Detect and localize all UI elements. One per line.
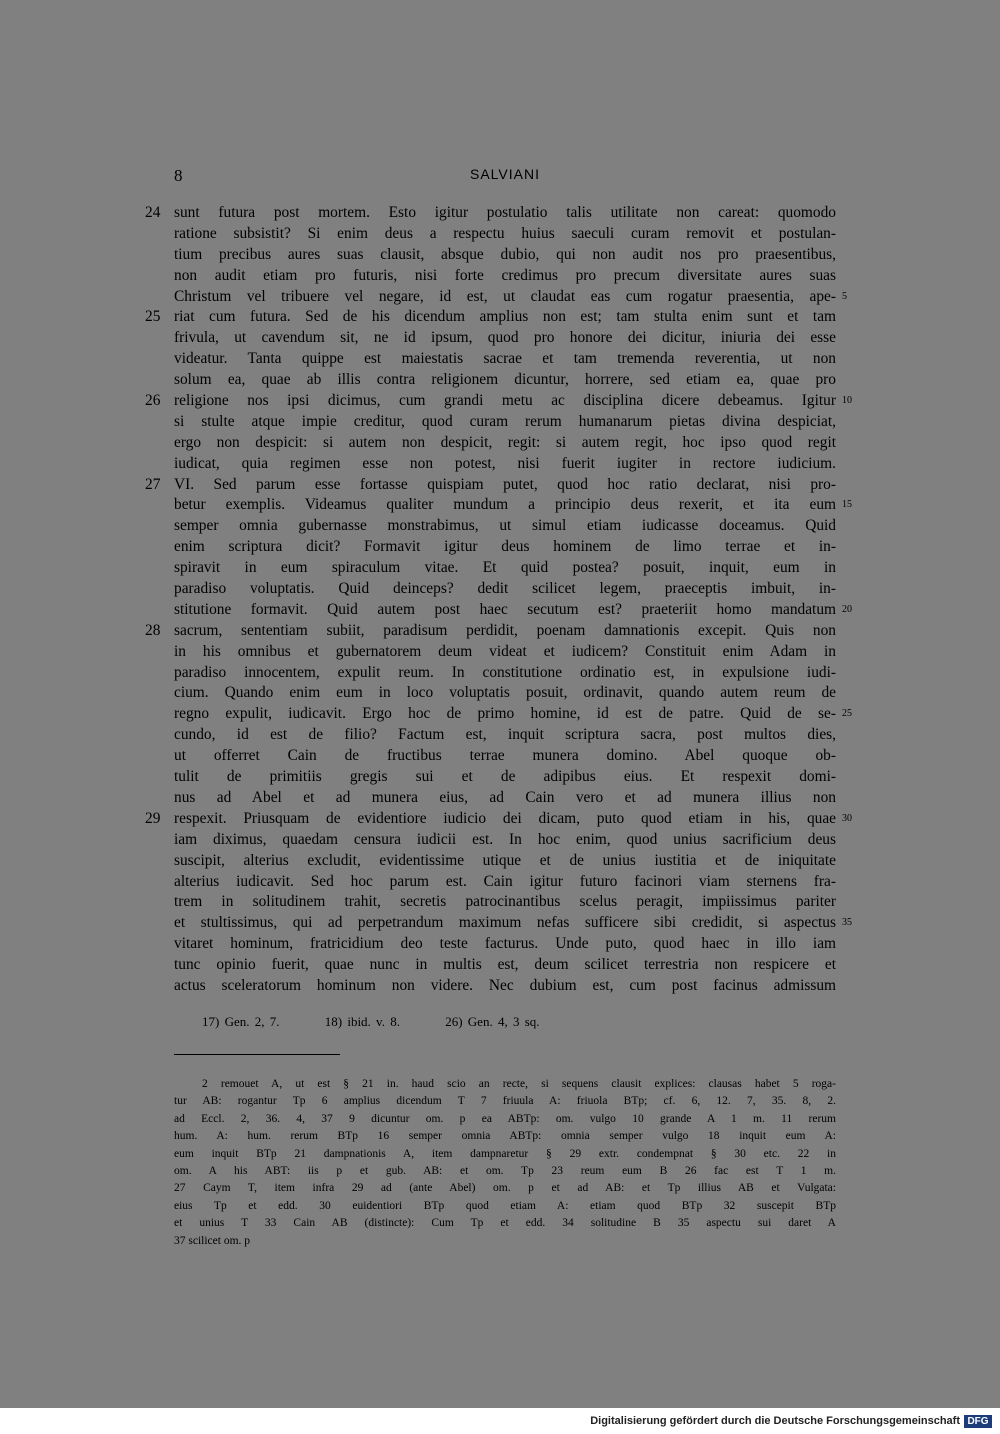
line-text: stitutione formavit. Quid autem post haec secutum est? praeteriit homo mandatum (174, 600, 836, 618)
line-text: et stultissimus, qui ad perpetrandum maximum nefas sufficere sibi credidit, si aspectus (174, 914, 836, 932)
line-text: Christum vel tribuere vel negare, id est, ut claudat eas cum rogatur praesentia, ape- (174, 287, 836, 305)
text-line (174, 892, 836, 913)
text-line (145, 475, 836, 496)
critical-apparatus (174, 1076, 836, 1250)
text-line (174, 266, 836, 287)
line-text: ratione subsistit? Si enim deus a respectu huius saeculi curam removit et postulan- (174, 224, 836, 242)
text-line (174, 412, 836, 433)
apparatus-line: 27 Caym T, item infra 29 ad (ante Abel) om. p et ad AB: et Tp illius AB et Vulgata: (174, 1182, 836, 1195)
line-text: betur exemplis. Videamus qualiter mundum a principio deus rexerit, et ita eum (174, 496, 836, 514)
text-line (174, 767, 836, 788)
apparatus-line: et unius T 33 Cain AB (distincte): Cum Tp et edd. 34 solitudine B 35 aspectu sui daret A (174, 1217, 836, 1230)
section-number: 28 (145, 621, 161, 639)
line-text: iam diximus, quaedam censura iudicii est. In hoc enim, quod unius sacrificium deus (174, 830, 836, 848)
apparatus-line: eius Tp et edd. 30 euidentiori BTp quod etiam A: etiam quod BTp 32 suscepit BTp (174, 1199, 836, 1212)
line-text: si stulte atque impie creditur, quod curam rerum humanarum pietas divina despiciat, (174, 412, 836, 430)
reference: 17) Gen. 2, 7. (202, 1014, 280, 1029)
apparatus-line: om. A his ABT: iis p et gub. AB: et om. Tp 23 reum eum B 26 fac est T 1 m. (174, 1164, 836, 1177)
text-line (145, 621, 836, 642)
line-text: actus sceleratorum hominum non videre. Nec dubium est, cum post facinus admissum (174, 976, 836, 994)
line-text: vitaret hominum, fratricidium deo teste facturus. Unde puto, quod haec in illo iam (174, 935, 836, 953)
text-line (174, 642, 836, 663)
line-text: suscipit, alterius excludit, evidentissime utique et de unius iustitia et de iniquitate (174, 851, 836, 869)
apparatus-line: tur AB: rogantur Tp 6 amplius dicendum T 7 friuula A: friuola BTp; cf. 6, 12. 7, 35. 8, 2. (174, 1095, 836, 1108)
line-text: semper omnia gubernasse monstrabimus, ut simul etiam iudicasse doceamus. Quid (174, 517, 836, 535)
footnote-divider (174, 1054, 340, 1055)
line-text: regno expulit, iudicavit. Ergo hoc de primo homine, id est de patre. Quid de se- (174, 705, 836, 723)
line-number: 5 (842, 290, 847, 302)
line-text: frivula, ut cavendum sit, ne id ipsum, quod pro honore dei dicitur, iniuria dei esse (174, 329, 836, 347)
text-line (174, 600, 852, 621)
text-line (145, 809, 852, 830)
body-text (145, 203, 852, 997)
text-line (174, 913, 852, 934)
dfg-logo: DFG (964, 1415, 992, 1428)
section-number: 29 (145, 809, 161, 827)
line-text: iudicat, quia regimen esse non potest, nisi fuerit iugiter in rectore iudicium. (174, 454, 836, 472)
text-line (174, 328, 836, 349)
line-text: tunc opinio fuerit, quae nunc in multis est, deum scilicet terrestria non respicere et (174, 956, 836, 974)
reference: 26) Gen. 4, 3 sq. (445, 1014, 540, 1029)
running-title: SALVIANI (470, 166, 540, 182)
line-text: VI. Sed parum esse fortasse quispiam putet, quod hoc ratio declarat, nisi pro- (174, 475, 836, 493)
line-text: cium. Quando enim eum in loco voluptatis posuit, ordinavit, quando autem reum de (174, 684, 836, 702)
line-number: 30 (842, 812, 852, 824)
text-line (174, 830, 836, 851)
text-line (174, 433, 836, 454)
section-number: 25 (145, 308, 161, 326)
line-text: ut offerret Cain de fructibus terrae munera domino. Abel quoque ob- (174, 747, 836, 765)
text-line (174, 537, 836, 558)
section-number: 24 (145, 204, 161, 221)
line-text: non audit etiam pro futuris, nisi forte credimus pro precum diversitate aures suas (174, 266, 836, 284)
text-line (174, 454, 836, 475)
line-number: 20 (842, 603, 852, 615)
line-text: tium precibus aures suas clausit, absque dubio, qui non audit nos pro praesentibus, (174, 245, 836, 263)
text-line (174, 725, 836, 746)
page-number: 8 (174, 166, 183, 185)
text-line (145, 203, 836, 224)
line-text: religione nos ipsi dicimus, cum grandi metu ac disciplina dicere debeamus. Igitur (174, 392, 836, 410)
apparatus-line: 2 remouet A, ut est § 21 in. haud scio an recte, si sequens clausit explices: clausas habet 5 roga- (202, 1078, 836, 1090)
text-line (174, 683, 836, 704)
text-line (174, 663, 836, 684)
line-text: enim scriptura dicit? Formavit igitur deus hominem de limo terrae et in- (174, 538, 836, 556)
line-text: paradiso innocentem, expulit reum. In constitutione ordinatio est, in expulsione iudi- (174, 663, 836, 681)
section-number: 27 (145, 475, 161, 493)
text-line (174, 746, 836, 767)
text-line (174, 704, 852, 725)
line-number: 25 (842, 708, 852, 720)
text-line (174, 976, 836, 997)
line-number: 35 (842, 917, 852, 929)
text-line (174, 955, 836, 976)
line-text: paradiso voluptatis. Quid deinceps? dedit scilicet legem, praeceptis imbuit, in- (174, 580, 836, 598)
line-text: nus ad Abel et ad munera eius, ad Cain vero et ad munera illius non (174, 788, 836, 806)
line-text: tulit de primitiis gregis sui et de adipibus eius. Et respexit domi- (174, 768, 836, 786)
funding-credit: Digitalisierung gefördert durch die Deutsche Forschungsgemeinschaft (590, 1415, 960, 1427)
line-text: spiravit in eum spiraculum vitae. Et quid postea? posuit, inquit, eum in (174, 559, 836, 577)
line-number: 15 (842, 499, 852, 511)
line-number: 10 (842, 395, 852, 407)
footer-bar (0, 1408, 1000, 1434)
scripture-references (202, 1014, 580, 1030)
line-text: alterius iudicavit. Sed hoc parum est. Cain igitur futuro facinori viam sternens fra- (174, 872, 836, 890)
text-line (174, 851, 836, 872)
line-text: riat cum futura. Sed de his dicendum amplius non est; tam stulta enim sunt et tam (174, 308, 836, 326)
text-line (174, 788, 836, 809)
reference: 18) ibid. v. 8. (324, 1014, 400, 1029)
line-text: sacrum, sententiam subiit, paradisum perdidit, poenam damnationis excepit. Quis non (174, 621, 836, 639)
apparatus-line: hum. A: hum. rerum BTp 16 semper omnia ABTp: omnia semper vulgo 18 inquit eum A: (174, 1130, 836, 1143)
line-text: sunt futura post mortem. Esto igitur postulatio talis utilitate non careat: quomodo (174, 204, 836, 221)
text-line (174, 287, 847, 308)
text-line (174, 370, 836, 391)
line-text: trem in solitudinem trahit, secretis patrocinantibus scelus peragit, impiissimus pariter (174, 893, 836, 911)
text-line (174, 872, 836, 893)
text-line (174, 245, 836, 266)
text-line (174, 495, 852, 516)
line-text: videatur. Tanta quippe est maiestatis sacrae et tam tremenda reverentia, ut non (174, 350, 836, 368)
text-line (174, 224, 836, 245)
apparatus-line: 37 scilicet om. p (174, 1234, 251, 1247)
line-text: cundo, id est de filio? Factum est, inquit scriptura sacra, post multos dies, (174, 726, 836, 744)
line-text: in his omnibus et gubernatorem deum videat et iudicem? Constituit enim Adam in (174, 642, 836, 660)
text-line (174, 558, 836, 579)
line-text: ergo non despicit: si autem non despicit, regit: si autem regit, hoc ipso quod regit (174, 433, 836, 451)
apparatus-line: ad Eccl. 2, 36. 4, 37 9 dicuntur om. p ea ABTp: om. vulgo 10 grande A 1 m. 11 rerum (174, 1112, 836, 1125)
text-line (174, 934, 836, 955)
text-line (174, 579, 836, 600)
apparatus-line: eum inquit BTp 21 dampnationis A, item dampnaretur § 29 extr. condempnat § 30 etc. 22 in (174, 1147, 836, 1160)
line-text: solum ea, quae ab illis contra religionem dicuntur, horrere, sed etiam ea, quae pro (174, 371, 836, 389)
text-line (174, 349, 836, 370)
text-line (145, 391, 852, 412)
section-number: 26 (145, 392, 161, 410)
text-line (145, 307, 836, 328)
text-line (174, 516, 836, 537)
line-text: respexit. Priusquam de evidentiore iudicio dei dicam, puto quod etiam in his, quae (174, 809, 836, 827)
running-header (174, 166, 836, 188)
